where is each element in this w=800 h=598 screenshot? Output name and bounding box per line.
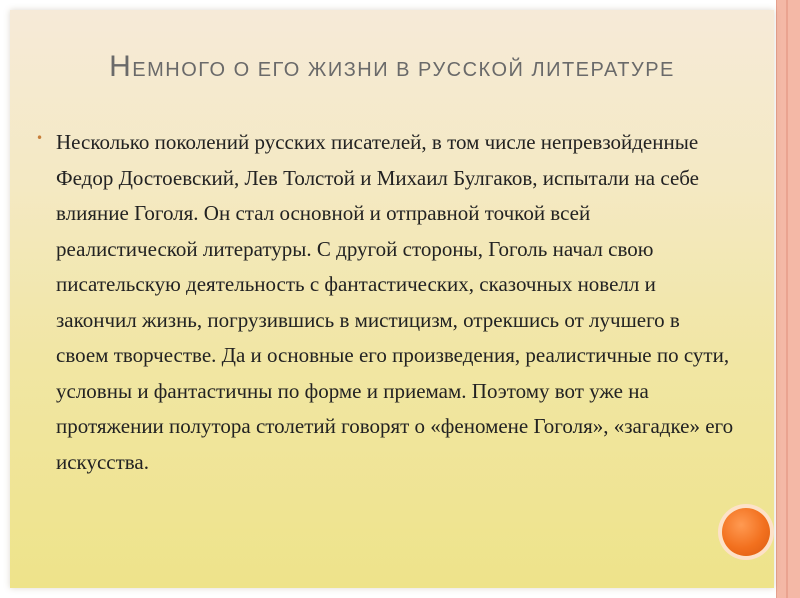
bullet-list xyxy=(36,125,736,480)
slide-title-text: ЕМНОГО О ЕГО ЖИЗНИ В РУССКОЙ ЛИТЕРАТУРЕ xyxy=(132,59,675,81)
content-panel xyxy=(10,10,774,588)
orange-circle-icon xyxy=(722,508,770,556)
bullet-icon: • xyxy=(36,131,44,145)
slide-title xyxy=(10,50,774,84)
decorative-right-stripe xyxy=(786,0,788,598)
decorative-right-border xyxy=(776,0,800,598)
slide-title-initial: Н xyxy=(109,50,133,83)
bullet-paragraph: Несколько поколений русских писателей, в том числе непревзойденные Федор Достоевский, Лев Толстой и Михаил Булгаков, испытали на себе влияние Гоголя. Он стал основной и отправной точкой всей реалистической литературы. С другой стороны, Гоголь начал свою писательскую деятельность с фантастических, сказочных новелл и закончил жизнь, погрузившись в мистицизм, отрекшись от лучшего в своем творчестве. Да и основные его произведения, реалистичные по сути, условны и фантастичны по форме и приемам. Поэтому вот уже на протяжении полутора столетий говорят о «феномене Гоголя», «загадке» его искусства. xyxy=(56,130,734,474)
